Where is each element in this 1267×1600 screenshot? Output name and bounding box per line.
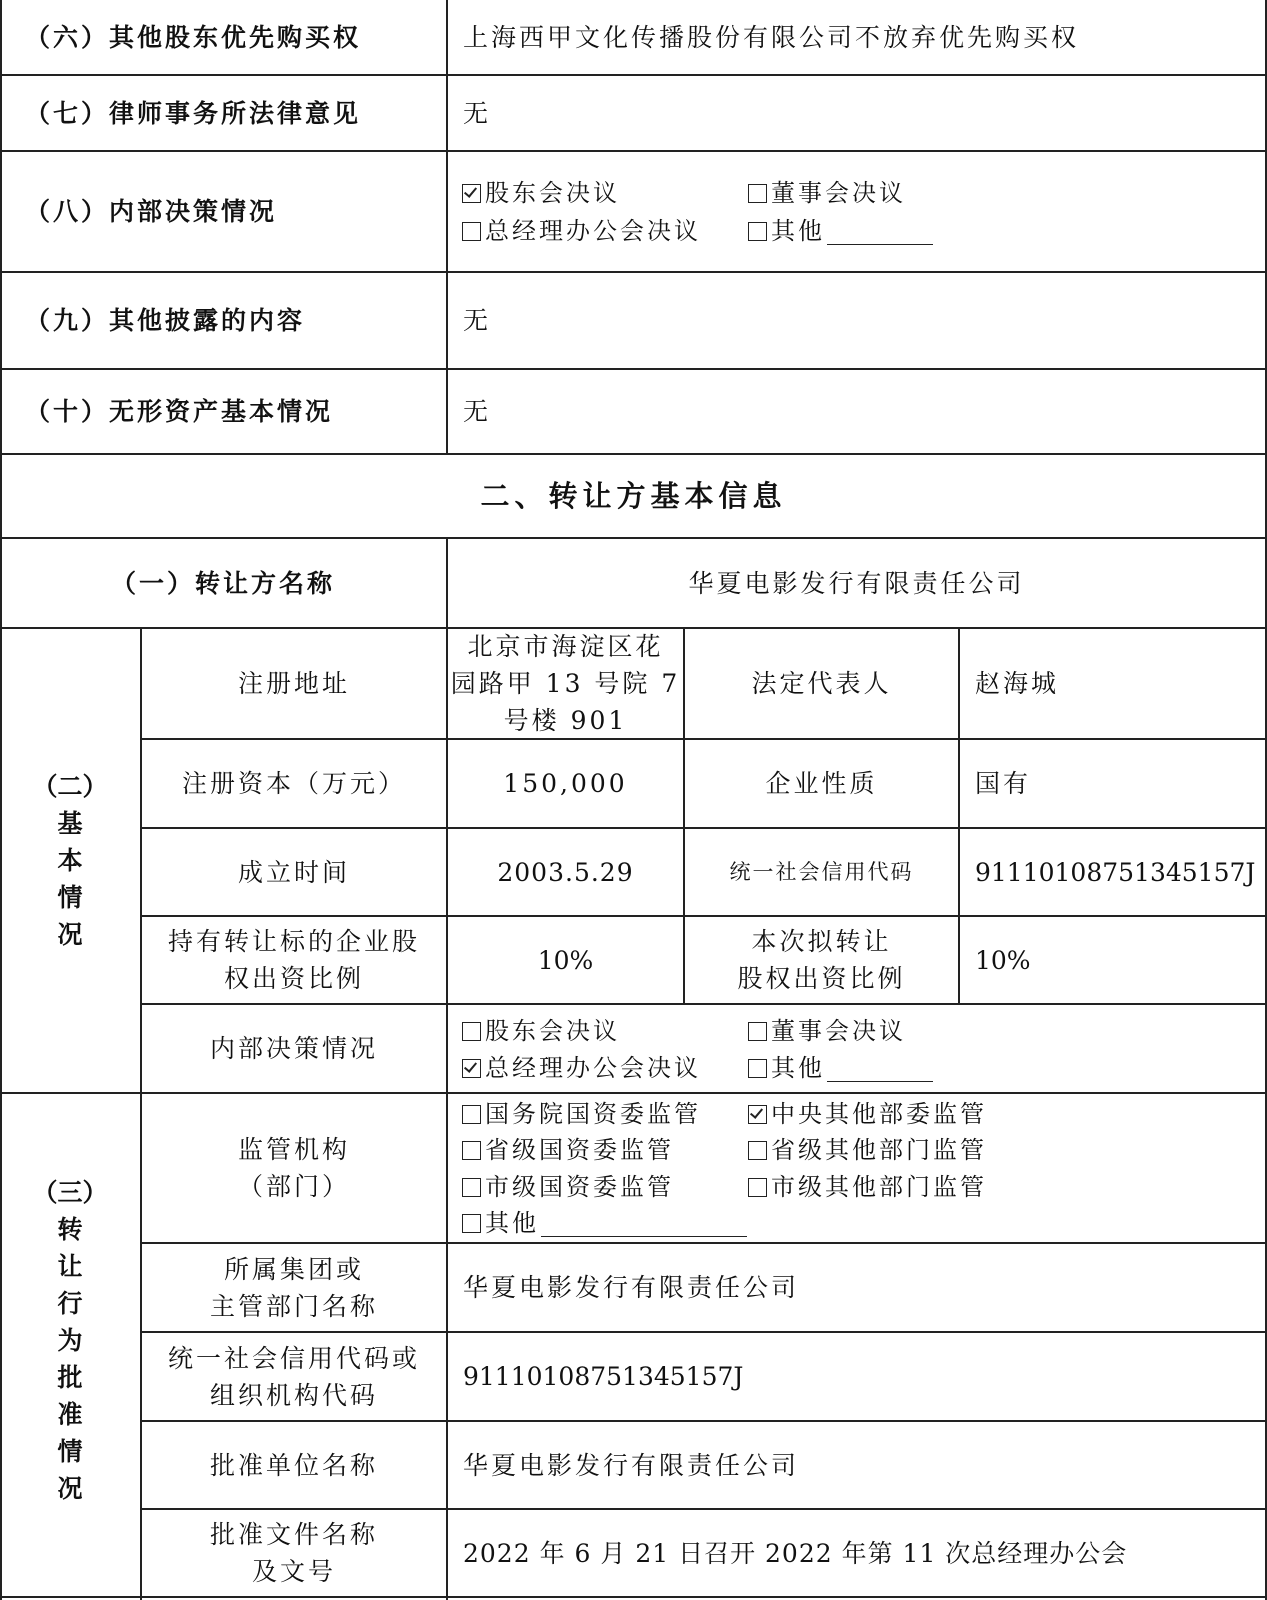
checkbox-icon[interactable] — [748, 222, 767, 241]
group-name-label: 所属集团或 主管部门名称 — [209, 1254, 378, 1321]
transfer-ratio-value: 10% — [975, 945, 1031, 975]
regulator-option-city-other[interactable] — [748, 1172, 987, 1202]
decision-option-gm-office[interactable] — [462, 216, 701, 246]
group-label-char: 让 — [57, 1252, 83, 1281]
transferor-name-value: 华夏电影发行有限责任公司 — [688, 568, 1025, 598]
regulator-option-central-ministry[interactable] — [748, 1099, 987, 1129]
basic-decision-option-other[interactable] — [748, 1053, 933, 1083]
option-label: 董事会决议 — [771, 1017, 906, 1045]
fill-in-blank[interactable] — [541, 1210, 747, 1237]
hold-ratio-value: 10% — [537, 945, 594, 975]
approval-group-label — [0, 1094, 140, 1596]
approver-label: 批准单位名称 — [209, 1450, 378, 1480]
option-label: 股东会决议 — [485, 1017, 620, 1045]
option-label: 市级其他部门监管 — [771, 1173, 987, 1201]
row-value-legal-opinion: 无 — [463, 98, 492, 128]
checkbox-icon[interactable] — [748, 1178, 767, 1197]
org-code-value: 91110108751345157J — [463, 1362, 744, 1391]
group-label-char: 情 — [57, 883, 83, 912]
hold-ratio-label: 持有转让标的企业股 权出资比例 — [167, 927, 420, 993]
decision-option-other[interactable] — [748, 216, 933, 246]
credit-code-value: 91110108751345157J — [975, 857, 1256, 887]
option-label: 董事会决议 — [771, 179, 906, 207]
checkbox-icon[interactable] — [462, 1214, 481, 1233]
checkbox-icon[interactable] — [462, 222, 481, 241]
row-label-other-disclosure: （九）其他披露的内容 — [25, 306, 306, 335]
option-label: 股东会决议 — [485, 179, 620, 207]
row-label-internal-decision: （八）内部决策情况 — [25, 197, 278, 226]
row-label-legal-opinion: （七）律师事务所法律意见 — [25, 98, 362, 128]
decision-option-shareholders[interactable] — [462, 178, 620, 208]
group-label-char: 批 — [57, 1363, 83, 1392]
fill-in-blank[interactable] — [827, 218, 933, 245]
option-label: 省级国资委监管 — [485, 1136, 674, 1164]
row-value-other-disclosure: 无 — [463, 306, 492, 335]
reg-capital-label: 注册资本（万元） — [181, 769, 406, 798]
checkbox-icon[interactable] — [748, 184, 767, 203]
fill-in-blank[interactable] — [827, 1055, 933, 1082]
section-title: 二、转让方基本信息 — [480, 478, 787, 513]
nature-value: 国有 — [975, 769, 1032, 798]
option-label: 总经理办公会决议 — [485, 217, 701, 245]
basic-decision-option-gm-office[interactable] — [462, 1053, 701, 1083]
credit-code-label: 统一社会信用代码 — [729, 859, 914, 884]
checkbox-icon[interactable] — [462, 184, 481, 203]
row-label-intangible-assets: （十）无形资产基本情况 — [25, 397, 334, 426]
group-label-char: 况 — [57, 920, 83, 949]
option-label: 总经理办公会决议 — [485, 1054, 701, 1082]
checkbox-icon[interactable] — [748, 1059, 767, 1078]
decision-option-board[interactable] — [748, 178, 906, 208]
option-label: 市级国资委监管 — [485, 1173, 674, 1201]
group-name-value: 华夏电影发行有限责任公司 — [463, 1273, 800, 1302]
founded-value: 2003.5.29 — [497, 857, 634, 887]
approval-doc-value: 2022 年 6 月 21 日召开 2022 年第 11 次总经理办公会 — [463, 1538, 1128, 1568]
reg-address-label: 注册地址 — [237, 669, 350, 698]
founded-label: 成立时间 — [237, 857, 350, 887]
legal-rep-value: 赵海城 — [975, 669, 1060, 698]
regulator-option-sasac-state[interactable] — [462, 1099, 701, 1129]
checkbox-icon[interactable] — [748, 1105, 767, 1124]
regulator-option-sasac-province[interactable] — [462, 1135, 674, 1165]
option-label: 国务院国资委监管 — [485, 1100, 701, 1128]
basic-decision-option-shareholders[interactable] — [462, 1016, 620, 1046]
transferor-name-label: （一）转让方名称 — [110, 568, 335, 598]
group-label-char: 为 — [57, 1326, 83, 1355]
row-value-intangible-assets: 无 — [463, 397, 492, 426]
checkbox-icon[interactable] — [748, 1141, 767, 1160]
group-label-char: 基 — [57, 809, 83, 838]
regulator-option-sasac-city[interactable] — [462, 1172, 674, 1202]
approval-doc-label: 批准文件名称 及文号 — [209, 1520, 378, 1586]
rule — [0, 1596, 1267, 1598]
checkbox-icon[interactable] — [462, 1178, 481, 1197]
regulator-option-other[interactable] — [462, 1208, 747, 1238]
regulator-label: 监管机构 （部门） — [237, 1135, 350, 1201]
row-label-preemptive-right: （六）其他股东优先购买权 — [25, 22, 362, 52]
checkbox-icon[interactable] — [462, 1105, 481, 1124]
option-label: 其他 — [771, 217, 825, 245]
option-label: 中央其他部委监管 — [771, 1100, 987, 1128]
reg-capital-value: 150,000 — [503, 769, 628, 798]
group-label-char: （二） — [32, 772, 108, 801]
checkbox-icon[interactable] — [462, 1022, 481, 1041]
group-label-char: 行 — [57, 1289, 83, 1318]
checkbox-icon[interactable] — [748, 1022, 767, 1041]
reg-address-value: 北京市海淀区花 园路甲 13 号院 7 号楼 901 — [450, 632, 681, 735]
group-label-char: （三） — [32, 1178, 108, 1207]
option-label: 其他 — [485, 1209, 539, 1237]
group-label-char: 本 — [57, 846, 83, 875]
regulator-option-province-other[interactable] — [748, 1135, 987, 1165]
checkbox-icon[interactable] — [462, 1141, 481, 1160]
basic-decision-label: 内部决策情况 — [209, 1034, 378, 1063]
legal-rep-label: 法定代表人 — [751, 669, 892, 698]
option-label: 其他 — [771, 1054, 825, 1082]
nature-label: 企业性质 — [765, 769, 878, 798]
approver-value: 华夏电影发行有限责任公司 — [463, 1450, 800, 1480]
org-code-label: 统一社会信用代码或 组织机构代码 — [167, 1343, 420, 1410]
basic-decision-option-board[interactable] — [748, 1016, 906, 1046]
basic-info-group-label — [0, 629, 140, 1092]
group-label-char: 况 — [57, 1474, 83, 1503]
group-label-char: 转 — [57, 1215, 83, 1244]
checkbox-icon[interactable] — [462, 1059, 481, 1078]
group-label-char: 情 — [57, 1437, 83, 1466]
group-label-char: 准 — [57, 1400, 83, 1429]
row-value-preemptive-right: 上海西甲文化传播股份有限公司不放弃优先购买权 — [463, 22, 1080, 52]
transfer-ratio-label: 本次拟转让 股权出资比例 — [737, 927, 906, 993]
option-label: 省级其他部门监管 — [771, 1136, 987, 1164]
